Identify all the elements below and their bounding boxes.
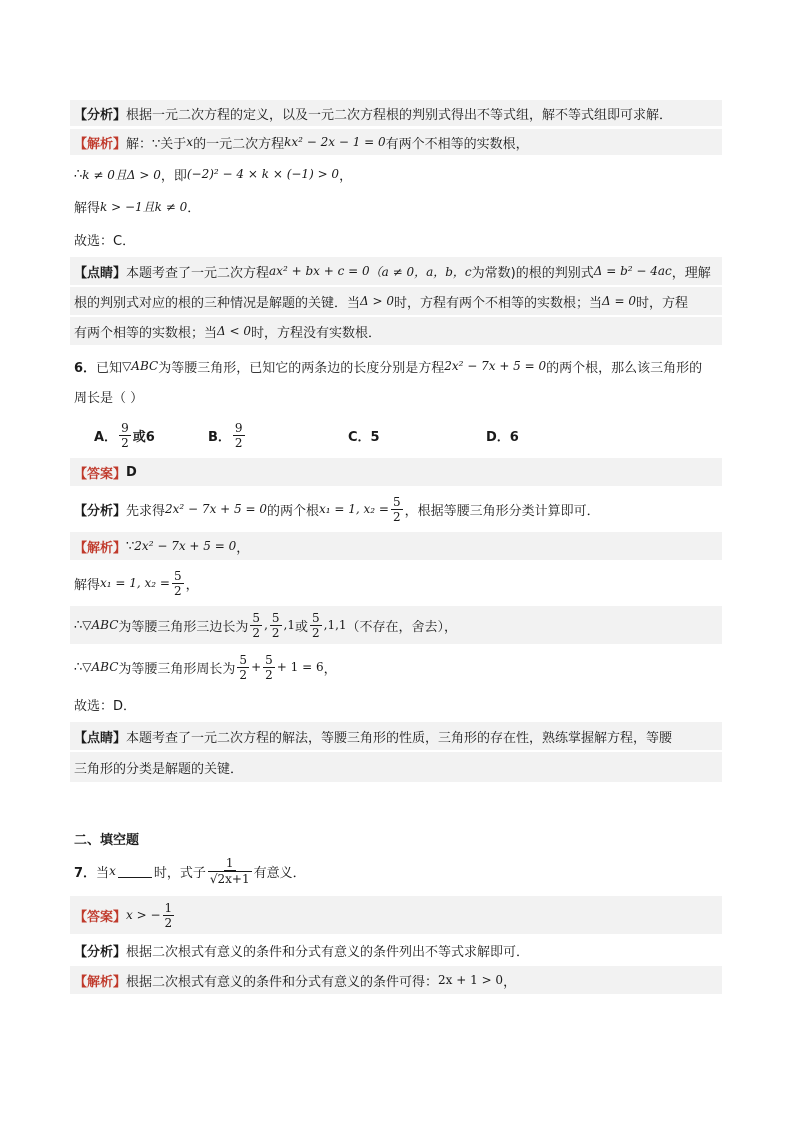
answer-blank[interactable]: [118, 865, 152, 878]
fraction: $\frac{9}{2}$: [234, 420, 243, 450]
fraction: $\frac{5}{2}$: [392, 494, 401, 524]
solution-tag: 【解析】: [74, 540, 127, 556]
fraction: $\frac{1}{√2x+1}$: [209, 856, 250, 886]
fraction: $\frac{5}{2}$: [174, 568, 182, 598]
analysis-tag: 【分析】: [74, 944, 127, 960]
option-d[interactable]: D．6: [486, 429, 519, 445]
comment-tag: 【点睛】: [74, 730, 127, 746]
question-number: 6．: [74, 360, 97, 376]
option-b[interactable]: B． $\frac{9}{2}$: [208, 420, 243, 450]
q5-solution-line2: ∴ k ≠ 0且Δ > 0 ，即 (−2)² − 4 × k × (−1) > 0 ，: [74, 166, 353, 184]
q7-analysis: 【分析】 根据二次根式有意义的条件和分式有意义的条件列出不等式求解即可．: [70, 936, 722, 964]
q6-stem-line1: 6． 已知 ▽ABC 为等腰三角形，已知它的两条边的长度分别是方程 2x² − 7x + 5 = 0 的两个根，那么该三角形的: [70, 352, 722, 380]
q5-solution-line3: 解得 k > −1且k ≠ 0 ．: [74, 199, 201, 216]
q6-choice: 故选：D．: [74, 698, 137, 714]
fraction: $\frac{5}{2}$: [239, 652, 248, 682]
answer-tag: 【答案】: [74, 909, 127, 925]
q7-stem: 7． 当 x 时，式子 $\frac{1}{√2x+1}$ 有意义．: [74, 856, 306, 886]
q6-answer: 【答案】 D: [70, 458, 722, 486]
q6-comment-line2: 三角形的分类是解题的关键．: [70, 752, 722, 782]
fraction: $\frac{1}{2}$: [164, 900, 173, 930]
analysis-tag: 【分析】: [74, 107, 127, 123]
fraction: $\frac{5}{2}$: [252, 610, 261, 640]
solution-tag: 【解析】: [74, 136, 127, 152]
q6-analysis: 【分析】 先求得 2x² − 7x + 5 = 0 的两个根 x₁ = 1, x₂ = $\frac{5}{2}$ ，根据等腰三角形分类计算即可．: [74, 494, 600, 524]
q6-comment-line1: 【点睛】 本题考查了一元二次方程的解法，等腰三角形的性质，三角形的存在性，熟练掌握解方程，等腰: [70, 722, 722, 750]
answer-tag: 【答案】: [74, 466, 127, 482]
q5-solution-line1: 【解析】 解：∵关于 x 的一元二次方程 kx² − 2x − 1 = 0 有两个不相等的实数根，: [70, 129, 722, 155]
q7-answer: 【答案】 x > − $\frac{1}{2}$: [70, 896, 722, 934]
fraction: $\frac{5}{2}$: [271, 610, 280, 640]
q6-solution-line2: 解得 x₁ = 1, x₂ = $\frac{5}{2}$ ，: [74, 568, 199, 598]
q6-solution-line3: ∴ ▽ABC 为等腰三角形三边长为 $\frac{5}{2}$ , $\frac{5}{2}$ ,1 或 $\frac{5}{2}$ ,1,1 （不存在，舍去），: [70, 606, 722, 644]
q6-solution-line1: 【解析】 ∵ 2x² − 7x + 5 = 0 ，: [70, 532, 722, 560]
q5-comment-line3: 有两个相等的实数根；当 Δ < 0 时，方程没有实数根．: [70, 317, 722, 345]
q7-solution: 【解析】 根据二次根式有意义的条件和分式有意义的条件可得： 2x + 1 > 0 ，: [70, 966, 722, 994]
fraction: $\frac{5}{2}$: [312, 610, 320, 640]
option-c[interactable]: C．5: [348, 429, 380, 445]
q5-comment-line2: 根的判别式对应的根的三种情况是解题的关键．当 Δ > 0 时，方程有两个不相等的实数根；当 Δ = 0 时，方程: [70, 287, 722, 315]
comment-tag: 【点睛】: [74, 265, 127, 281]
q5-comment-line1: 【点睛】 本题考查了一元二次方程 ax² + bx + c = 0 （a ≠ 0，a，b，c 为常数)的根的判别式 Δ = b² − 4ac ，理解: [70, 257, 722, 285]
fraction: $\frac{9}{2}$: [121, 420, 129, 450]
q5-choice: 故选：C．: [74, 233, 136, 249]
analysis-tag: 【分析】: [74, 503, 127, 519]
q6-solution-line4: ∴ ▽ABC 为等腰三角形周长为 $\frac{5}{2}$ + $\frac{5}{2}$ + 1 = 6 ，: [74, 652, 337, 682]
option-a[interactable]: A． $\frac{9}{2}$ 或6: [94, 420, 155, 450]
fraction: $\frac{5}{2}$: [265, 652, 273, 682]
q6-stem-line2: 周长是（ ）: [74, 390, 144, 406]
solution-tag: 【解析】: [74, 974, 127, 990]
q5-analysis: 【分析】 根据一元二次方程的定义，以及一元二次方程根的判别式得出不等式组，解不等式组即可求解．: [70, 100, 722, 126]
question-number: 7．: [74, 865, 97, 881]
section-title: 二、填空题: [74, 832, 140, 848]
